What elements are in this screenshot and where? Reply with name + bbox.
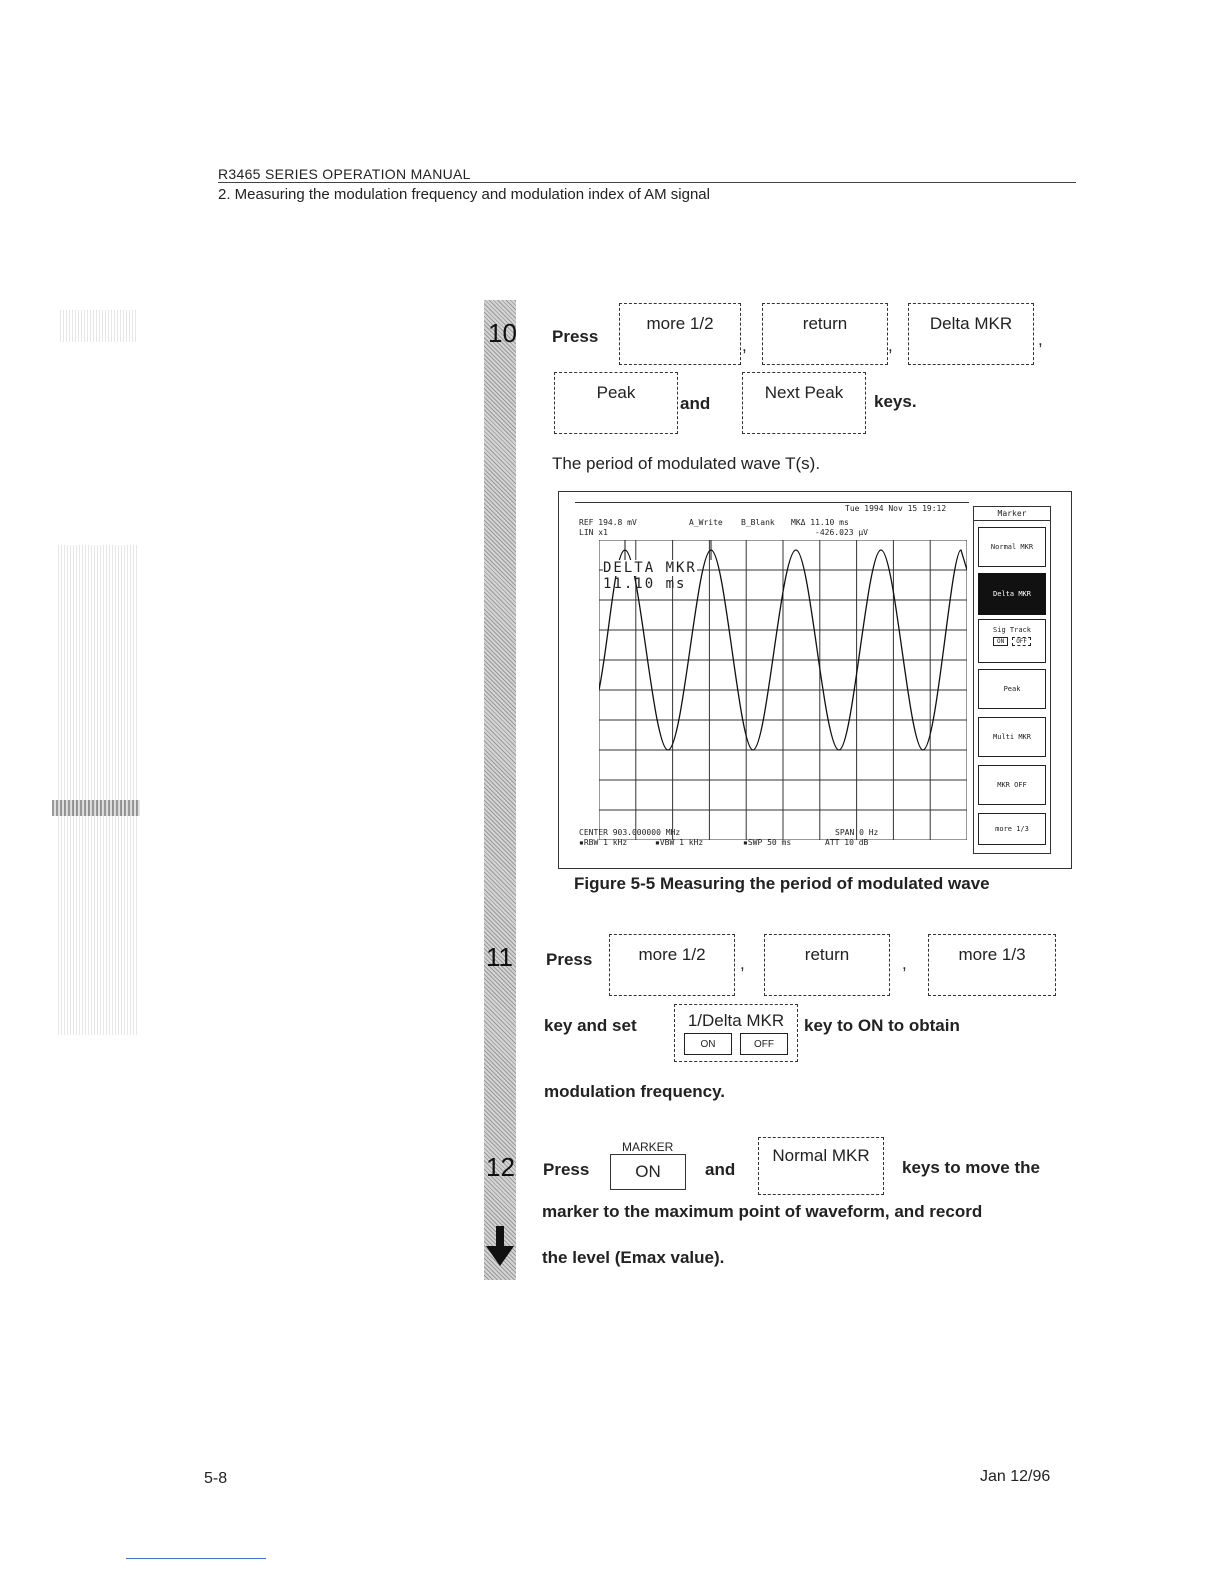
scan-artifact <box>60 310 136 342</box>
comma: , <box>902 954 907 973</box>
and-label: and <box>680 394 711 413</box>
menu-mkr-off[interactable]: MKR OFF <box>978 765 1046 805</box>
menu-peak[interactable]: Peak <box>978 669 1046 709</box>
softkey-label: more 1/2 <box>646 314 714 333</box>
down-arrow-icon <box>484 1226 516 1273</box>
softkey-more-1-2[interactable] <box>609 934 735 996</box>
softkey-next-peak[interactable] <box>742 372 866 434</box>
softkey-label: more 1/3 <box>958 945 1026 964</box>
marker-level: -426.023 µV <box>815 528 868 537</box>
analyzer-screen <box>558 491 1072 869</box>
revision-date: Jan 12/96 <box>980 1468 1051 1485</box>
press-label: Press <box>546 950 593 969</box>
press-label: Press <box>552 327 599 346</box>
step-sidebar-stripe <box>484 300 516 1280</box>
softkey-label: Peak <box>596 383 636 402</box>
step12-line3: the level (Emax value). <box>542 1248 725 1267</box>
sig-track-label: Sig Track <box>993 626 1031 634</box>
timestamp: Tue 1994 Nov 15 19:12 <box>845 504 947 513</box>
marker-panel-label: MARKER <box>622 1140 674 1154</box>
menu-delta-mkr[interactable]: Delta MKR <box>978 573 1046 615</box>
keys-label: keys. <box>874 392 917 411</box>
period-caption: The period of modulated wave T(s). <box>552 454 821 473</box>
softkey-label: more 1/2 <box>638 945 706 964</box>
screen-top-rule <box>575 502 969 503</box>
off-toggle[interactable]: OFF <box>740 1033 788 1055</box>
section-title: 2. Measuring the modulation frequency and modulation index of AM signal <box>218 186 710 203</box>
footer-blue-line <box>126 1558 266 1559</box>
step11-line2: modulation frequency. <box>544 1082 726 1101</box>
softkey-label: Delta MKR <box>929 314 1013 333</box>
step11-tail: key to ON to obtain <box>804 1016 960 1035</box>
marker-on-key[interactable] <box>610 1154 686 1190</box>
marker-readout: MKΔ 11.10 ms <box>791 518 849 527</box>
manual-title: R3465 SERIES OPERATION MANUAL <box>218 166 471 182</box>
key-label: ON <box>635 1162 661 1181</box>
sweep-time: ▪SWP 50 ms <box>743 838 792 847</box>
figure-caption: Figure 5-5 Measuring the period of modulated wave <box>574 874 990 893</box>
softkey-menu <box>973 506 1051 854</box>
step-number-10: 10 <box>488 318 517 348</box>
press-label: Press <box>543 1160 590 1179</box>
softkey-label: return <box>804 945 850 964</box>
scan-artifact <box>58 545 138 1035</box>
header-rule <box>218 182 1076 183</box>
center-frequency: CENTER 903.000000 MHz <box>579 828 681 837</box>
attenuation: ATT 10 dB <box>825 838 869 847</box>
softkey-more-1-2[interactable] <box>619 303 741 365</box>
softkey-more-1-3[interactable] <box>928 934 1056 996</box>
step12-tail: keys to move the <box>902 1158 1040 1177</box>
softkey-label: Next Peak <box>764 383 844 402</box>
step-number-12: 12 <box>486 1152 515 1182</box>
trace-b: B_Blank <box>741 518 775 527</box>
softkey-label: return <box>802 314 848 333</box>
softkey-peak[interactable] <box>554 372 678 434</box>
scan-artifact <box>52 800 140 816</box>
on-toggle[interactable]: ON <box>684 1033 732 1055</box>
comma: , <box>740 954 745 973</box>
span: SPAN 0 Hz <box>835 828 879 837</box>
rbw: ▪RBW 1 kHz <box>579 838 628 847</box>
step12-line2: marker to the maximum point of waveform, and record <box>542 1202 983 1221</box>
sig-track-on[interactable]: ON <box>993 637 1008 646</box>
delta-marker-value: 11.10 ms <box>603 576 687 592</box>
menu-more-1-3[interactable]: more 1/3 <box>978 813 1046 845</box>
sig-track-off[interactable]: OFF <box>1012 637 1031 646</box>
step-number-11: 11 <box>486 942 513 972</box>
page-number: 5-8 <box>204 1470 228 1487</box>
menu-title: Marker <box>974 509 1050 521</box>
comma: , <box>742 336 747 355</box>
softkey-delta-mkr[interactable] <box>908 303 1034 365</box>
trace-a: A_Write <box>689 518 723 527</box>
comma: , <box>888 336 893 355</box>
and-label: and <box>705 1160 736 1179</box>
softkey-1-delta-mkr[interactable] <box>674 1004 798 1062</box>
ref-level: REF 194.8 mV <box>579 518 637 527</box>
scale: LIN x1 <box>579 528 608 537</box>
softkey-label: Normal MKR <box>772 1146 870 1165</box>
softkey-return[interactable] <box>762 303 888 365</box>
menu-multi-mkr[interactable]: Multi MKR <box>978 717 1046 757</box>
softkey-return[interactable] <box>764 934 890 996</box>
delta-marker-label: DELTA MKR <box>603 560 697 576</box>
softkey-normal-mkr[interactable] <box>758 1137 884 1195</box>
menu-sig-track[interactable] <box>978 619 1046 663</box>
key-and-set-label: key and set <box>544 1016 637 1035</box>
vbw: ▪VBW 1 kHz <box>655 838 704 847</box>
menu-normal-mkr[interactable]: Normal MKR <box>978 527 1046 567</box>
softkey-label: 1/Delta MKR <box>687 1011 785 1030</box>
comma: , <box>1038 330 1043 349</box>
